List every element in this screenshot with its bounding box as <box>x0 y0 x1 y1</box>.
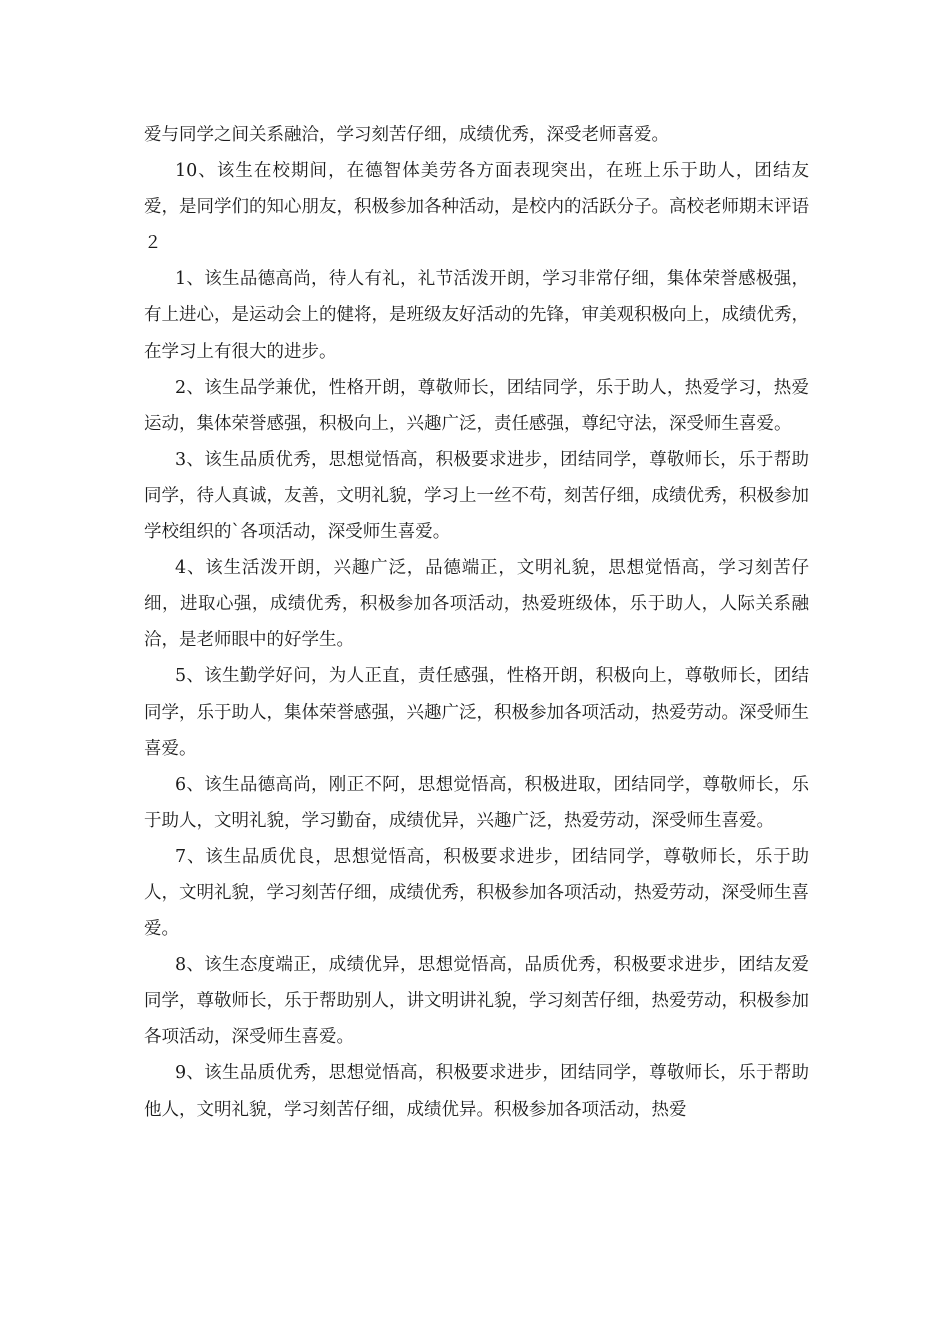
paragraph-comment-5: 5、该生勤学好问，为人正直，责任感强，性格开朗，积极向上，尊敬师长，团结同学，乐于助人，集体荣誉感强，兴趣广泛，积极参加各项活动，热爱劳动。深受师生喜爱。 <box>144 666 809 759</box>
paragraph-continuation: 爱与同学之间关系融洽，学习刻苦仔细，成绩优秀，深受老师喜爱。 <box>144 125 669 145</box>
paragraph-comment-7: 7、该生品质优良，思想觉悟高，积极要求进步，团结同学，尊敬师长，乐于助人，文明礼貌，学习刻苦仔细，成绩优秀，积极参加各项活动，热爱劳动，深受师生喜爱。 <box>144 846 809 940</box>
paragraph-comment-2: 2、该生品学兼优，性格开朗，尊敬师长，团结同学，乐于助人，热爱学习，热爱运动，集体荣誉感强，积极向上，兴趣广泛，责任感强，尊纪守法，深受师生喜爱。 <box>144 377 809 434</box>
document-body <box>144 117 809 1128</box>
paragraph-comment-4: 4、该生活泼开朗，兴趣广泛，品德端正，文明礼貌，思想觉悟高，学习刻苦仔细，进取心强，成绩优秀，积极参加各项活动，热爱班级体，乐于助人，人际关系融洽，是老师眼中的好学生。 <box>144 558 809 651</box>
paragraph-comment-1: 1、该生品德高尚，待人有礼，礼节活泼开朗，学习非常仔细，集体荣誉感极强，有上进心，是运动会上的健将，是班级友好活动的先锋，审美观积极向上，成绩优秀，在学习上有很大的进步。 <box>144 269 809 362</box>
paragraph-comment-8: 8、该生态度端正，成绩优异，思想觉悟高，品质优秀，积极要求进步，团结友爱同学，尊敬师长，乐于帮助别人，讲文明讲礼貌，学习刻苦仔细，热爱劳动，积极参加各项活动，深受师生喜爱。 <box>144 955 809 1048</box>
paragraph-comment-10: 10、该生在校期间，在德智体美劳各方面表现突出，在班上乐于助人，团结友爱，是同学们的知心朋友，积极参加各种活动，是校内的活跃分子。高校老师期末评语２ <box>144 161 809 254</box>
paragraph-comment-6: 6、该生品德高尚，刚正不阿，思想觉悟高，积极进取，团结同学，尊敬师长，乐于助人，文明礼貌，学习勤奋，成绩优异，兴趣广泛，热爱劳动，深受师生喜爱。 <box>144 774 809 831</box>
paragraph-comment-3: 3、该生品质优秀，思想觉悟高，积极要求进步，团结同学，尊敬师长，乐于帮助同学，待人真诚，友善，文明礼貌，学习上一丝不苟，刻苦仔细，成绩优秀，积极参加学校组织的`各项活动，深受师生喜爱。 <box>144 449 809 543</box>
paragraph-comment-9: 9、该生品质优秀，思想觉悟高，积极要求进步，团结同学，尊敬师长，乐于帮助他人，文明礼貌，学习刻苦仔细，成绩优异。积极参加各项活动，热爱 <box>144 1063 809 1120</box>
